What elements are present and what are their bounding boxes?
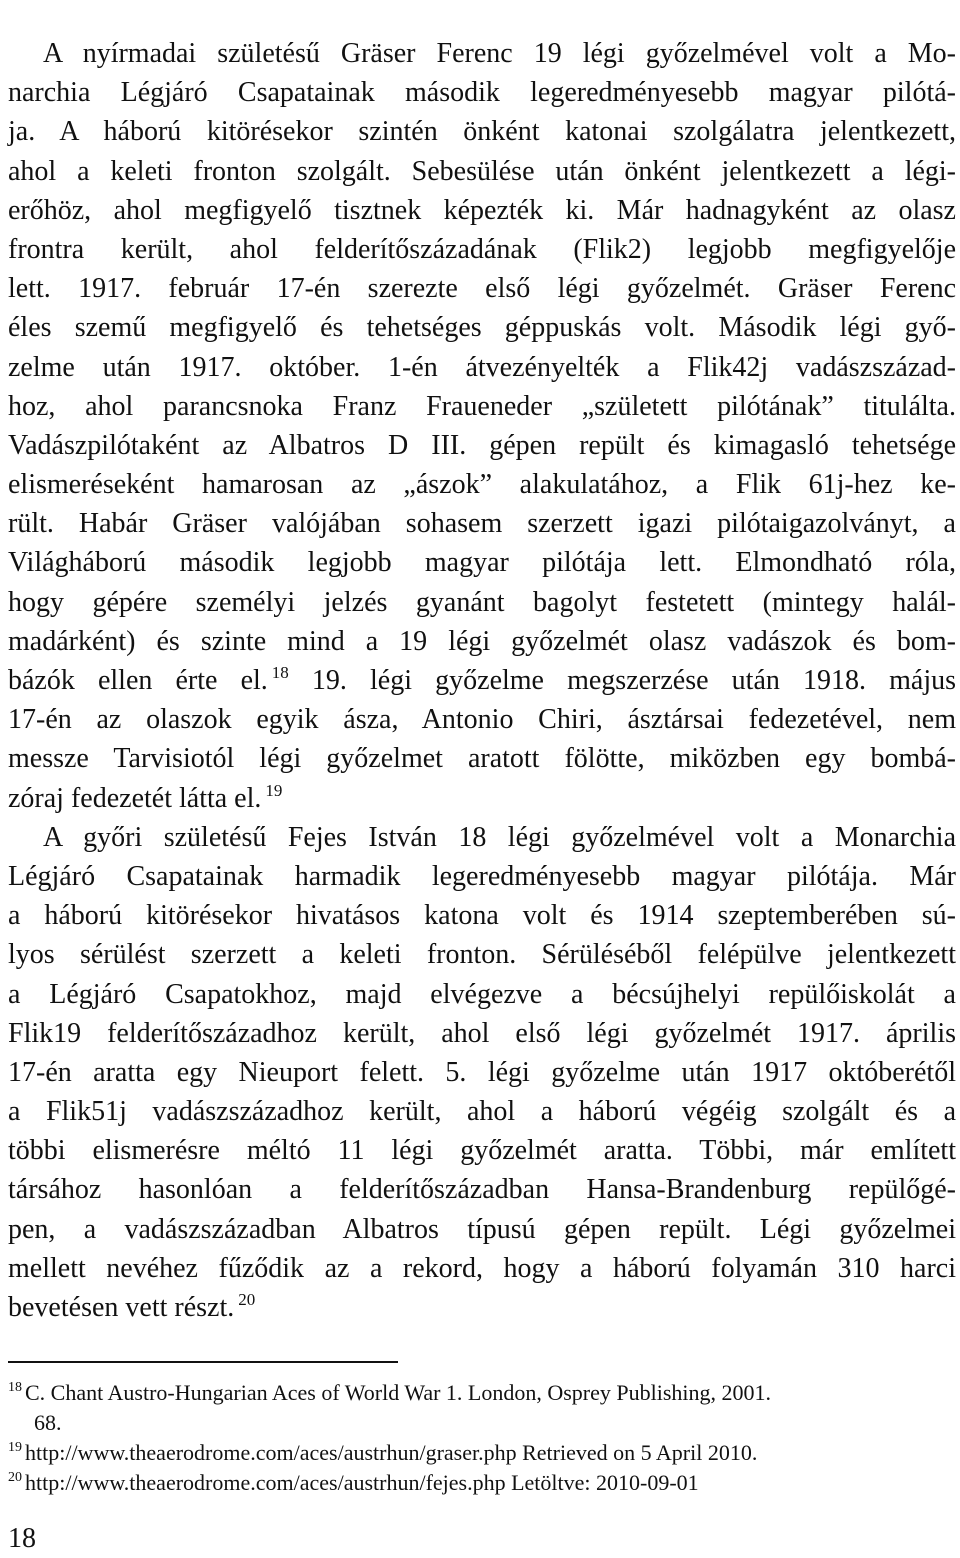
text-line (8, 661, 956, 700)
footnote-link[interactable]: http://www.theaerodrome.com/aces/austrhun/graser.php Retrieved on 5 April 2010. (25, 1440, 758, 1465)
text-line: társához hasonlóan a felderítőszázadban Hansa-Brandenburg repülőgé- (8, 1174, 956, 1206)
footnote-divider (8, 1361, 398, 1363)
text-line: 17-én az olaszok egyik ásza, Antonio Chiri, ásztársai fedezetével, nem (8, 704, 956, 736)
text-line (8, 779, 956, 818)
text-line: frontra került, ahol felderítőszázadának (Flik2) legjobb megfigyelője (8, 233, 956, 265)
footnote-reference: 20 (238, 1290, 256, 1309)
footnote-20 (8, 1468, 956, 1498)
text-line: elismeréseként hamarosan az „ászok” alakulatához, a Flik 61j-hez ke- (8, 469, 956, 501)
text-line: ja. A háború kitörésekor szintén önként katonai szolgálatra jelentkezett, (8, 116, 956, 148)
footnote-18-continuation: 68. (34, 1410, 62, 1435)
text-line: lett. 1917. február 17-én szerezte első légi győzelmét. Gräser Ferenc (8, 273, 956, 305)
text-line: a Flik51j vadászszázadhoz került, ahol a háború végéig szolgált és a (8, 1096, 956, 1128)
text-segment: 19. légi győzelme megszerzése után 1918. május (288, 665, 956, 696)
text-line: Vadászpilótaként az Albatros D III. gépen repült és kimagasló tehetsége (8, 429, 956, 461)
text-line: lyos sérülést szerzett a keleti fronton. Sérüléséből felépülve jelentkezett (8, 939, 956, 971)
text-line: ahol a keleti fronton szolgált. Sebesülése után önként jelentkezett a légi- (8, 155, 956, 187)
text-segment: bevetésen vett részt. (8, 1292, 235, 1323)
footnote-text: C. Chant Austro-Hungarian Aces of World War 1. London, Osprey Publishing, 2001. (25, 1380, 772, 1405)
footnote-19 (8, 1438, 956, 1468)
text-segment: zóraj fedezetét látta el. (8, 782, 262, 814)
page-number: 18 (8, 1523, 36, 1554)
text-line: messze Tarvisiotól légi győzelmet aratott fölötte, miközben egy bombá- (8, 743, 956, 775)
text-line: Légjáró Csapatainak harmadik legeredményesebb magyar pilótája. Már (8, 860, 956, 892)
text-line: Flik19 felderítőszázadhoz került, ahol első légi győzelmét 1917. április (8, 1017, 956, 1049)
text-line: mellett nevéhez fűződik az a rekord, hogy a háború folyamán 310 harci (8, 1252, 956, 1284)
footnotes (8, 1378, 956, 1498)
text-line: madárként) és szinte mind a 19 légi győzelmét olasz vadászok és bom- (8, 625, 956, 657)
text-line: rült. Habár Gräser valójában sohasem szerzett igazi pilótaigazolványt, a (8, 508, 956, 540)
text-line: erőhöz, ahol megfigyelő tisztnek képezték ki. Már hadnagyként az olasz (8, 194, 956, 226)
text-line: Világháború második legjobb magyar pilótája lett. Elmondható róla, (8, 547, 956, 579)
footnote-mark: 18 (8, 1380, 22, 1395)
text-line (8, 1288, 956, 1327)
text-line: A győri születésű Fejes István 18 légi győzelmével volt a Monarchia (43, 821, 956, 853)
footnote-reference: 18 (271, 663, 289, 682)
text-line: többi elismerésre méltó 11 légi győzelmét aratta. Többi, már említett (8, 1135, 956, 1167)
text-line: pen, a vadászszázadban Albatros típusú gépen repült. Légi győzelmei (8, 1213, 956, 1245)
document-body (8, 34, 956, 1327)
text-line: A nyírmadai születésű Gräser Ferenc 19 légi győzelmével volt a Mo- (43, 38, 956, 69)
text-line: zelme után 1917. október. 1-én átvezényelték a Flik42j vadászszázad- (8, 351, 956, 383)
text-line: a Légjáró Csapatokhoz, majd elvégezve a bécsújhelyi repülőiskolát a (8, 978, 956, 1010)
footnote-18 (8, 1378, 956, 1408)
text-line: 17-én aratta egy Nieuport felett. 5. légi győzelme után 1917 októberétől (8, 1056, 956, 1088)
footnote-mark: 20 (8, 1470, 22, 1485)
text-line: a háború kitörésekor hivatásos katona volt és 1914 szeptemberében sú- (8, 900, 956, 932)
text-line: hoz, ahol parancsnoka Franz Fraueneder „született pilótának” titulálta. (8, 390, 956, 422)
footnote-reference: 19 (265, 780, 283, 800)
text-line: éles szemű megfigyelő és tehetséges géppuskás volt. Második légi győ- (8, 312, 956, 344)
footnote-link[interactable]: http://www.theaerodrome.com/aces/austrhun/fejes.php Letöltve: 2010-09-01 (25, 1470, 699, 1495)
footnote-mark: 19 (8, 1440, 22, 1455)
text-segment: bázók ellen érte el. (8, 665, 268, 696)
text-line: narchia Légjáró Csapatainak második legeredményesebb magyar pilótá- (8, 77, 956, 109)
text-line: hogy gépére személyi jelzés gyanánt bagolyt festetett (mintegy halál- (8, 586, 956, 618)
